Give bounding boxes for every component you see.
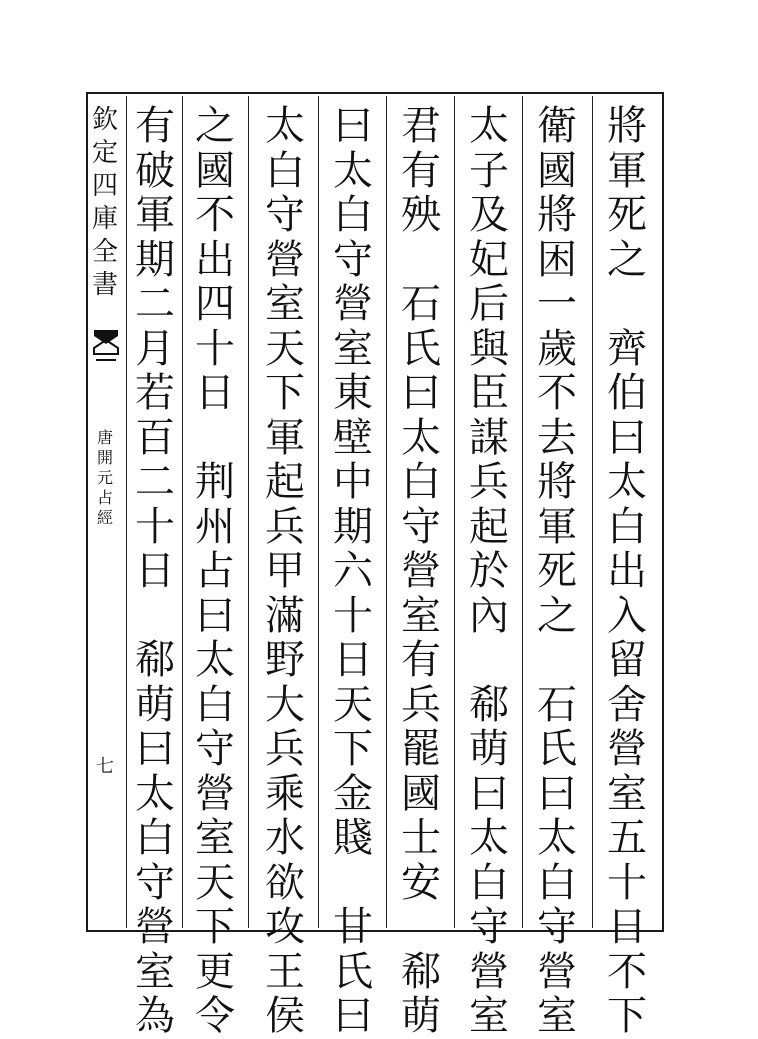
text-char: 不	[195, 192, 235, 238]
text-char: 十	[135, 503, 175, 550]
text-char: 為	[135, 993, 175, 1039]
text-column-1	[604, 104, 650, 1039]
text-char: 留	[607, 637, 647, 683]
text-char: 守	[469, 904, 509, 950]
text-char: 將	[537, 192, 577, 238]
text-char: 曰	[333, 103, 373, 149]
text-char: 期	[333, 503, 373, 550]
text-char: 出	[607, 548, 647, 594]
text-char: 室	[469, 993, 509, 1039]
text-char: 白	[195, 681, 235, 728]
text-char: 太	[537, 815, 577, 861]
text-char: 國	[195, 147, 235, 194]
text-char: 乘	[265, 770, 305, 817]
text-char: 天	[265, 325, 305, 372]
column-divider	[522, 96, 523, 928]
text-char: 四	[195, 281, 235, 327]
text-char: 守	[265, 192, 305, 238]
text-char: 白	[607, 503, 647, 550]
title-char: 書	[91, 270, 118, 300]
title-char: 四	[91, 171, 118, 201]
text-char: 出	[195, 236, 235, 283]
text-column-2	[534, 104, 580, 1039]
subtitle-char: 唐	[96, 428, 113, 447]
text-char: 困	[537, 236, 577, 283]
text-char: 室	[265, 281, 305, 327]
text-char: 侯	[265, 993, 305, 1039]
title-char: 欽	[91, 105, 118, 135]
text-char: 有	[401, 637, 441, 683]
text-char: 與	[469, 325, 509, 372]
text-char: 十	[607, 859, 647, 906]
text-char: 軍	[607, 147, 647, 194]
text-char: 二	[135, 281, 175, 327]
text-char: 不	[537, 370, 577, 416]
text-char: 破	[135, 147, 175, 194]
text-char: 室	[401, 592, 441, 639]
text-char	[534, 638, 580, 683]
text-char: 十	[195, 325, 235, 372]
text-char: 月	[135, 325, 175, 372]
text-char: 將	[537, 459, 577, 505]
text-char: 曰	[135, 726, 175, 772]
text-char: 萌	[469, 726, 509, 772]
text-char: 萌	[135, 681, 175, 728]
text-char: 曰	[537, 770, 577, 817]
text-char	[132, 594, 178, 639]
column-divider	[126, 96, 127, 928]
text-char: 國	[401, 770, 441, 817]
title-char: 定	[91, 138, 118, 168]
text-char: 野	[265, 637, 305, 683]
text-char: 白	[469, 859, 509, 906]
text-char: 郗	[401, 948, 441, 995]
text-char: 謀	[469, 414, 509, 461]
text-char: 軍	[265, 414, 305, 461]
text-char: 太	[469, 815, 509, 861]
text-char: 白	[135, 815, 175, 861]
text-column-3	[466, 104, 512, 1039]
text-char: 石	[537, 681, 577, 728]
text-char: 營	[469, 948, 509, 995]
text-char: 太	[135, 770, 175, 817]
text-char: 天	[333, 681, 373, 728]
text-char: 君	[401, 103, 441, 149]
text-char: 攻	[265, 904, 305, 950]
text-char: 營	[135, 904, 175, 950]
text-char: 殃	[401, 192, 441, 238]
text-char: 氏	[537, 726, 577, 772]
text-char: 室	[537, 993, 577, 1039]
text-char: 營	[333, 281, 373, 327]
text-char: 太	[607, 459, 647, 505]
text-char: 中	[333, 459, 373, 505]
text-char: 曰	[607, 414, 647, 461]
text-char: 二	[135, 459, 175, 505]
text-char: 之	[195, 103, 235, 149]
text-char: 臣	[469, 370, 509, 416]
text-char: 氏	[333, 948, 373, 995]
text-char: 占	[195, 548, 235, 594]
text-char: 日	[333, 637, 373, 683]
text-char: 死	[607, 192, 647, 238]
subtitle-char: 占	[96, 488, 113, 507]
text-char: 若	[135, 370, 175, 416]
subtitle-char: 經	[96, 508, 113, 527]
fish-tail-mark-icon	[92, 326, 120, 366]
text-char	[192, 416, 238, 461]
text-char: 水	[265, 815, 305, 861]
text-char: 曰	[333, 993, 373, 1039]
text-char: 甘	[333, 904, 373, 950]
text-char: 王	[265, 948, 305, 995]
text-column-7	[192, 104, 238, 1039]
text-char	[330, 861, 376, 906]
text-char: 后	[469, 281, 509, 327]
text-char: 一	[537, 281, 577, 327]
text-char: 國	[537, 147, 577, 194]
column-divider	[318, 96, 319, 928]
text-char: 有	[135, 103, 175, 149]
text-char: 軍	[135, 192, 175, 238]
text-char: 曰	[195, 592, 235, 639]
text-char: 更	[195, 948, 235, 995]
text-char: 守	[401, 503, 441, 550]
text-column-5	[330, 104, 376, 1039]
text-char: 期	[135, 236, 175, 283]
text-char: 舍	[607, 681, 647, 728]
text-char: 日	[607, 904, 647, 950]
text-char: 東	[333, 370, 373, 416]
text-char: 州	[195, 503, 235, 550]
text-char: 白	[401, 459, 441, 505]
column-divider	[182, 96, 183, 928]
text-char: 曰	[469, 770, 509, 817]
text-char: 大	[265, 681, 305, 728]
text-char: 妃	[469, 236, 509, 283]
text-char: 兵	[265, 726, 305, 772]
text-char: 下	[265, 370, 305, 416]
text-char: 氏	[401, 325, 441, 372]
text-char: 太	[195, 637, 235, 683]
text-char: 室	[333, 325, 373, 372]
text-char: 子	[469, 147, 509, 194]
text-char: 內	[469, 592, 509, 639]
text-char: 軍	[537, 503, 577, 550]
text-char: 百	[135, 414, 175, 461]
text-char: 日	[195, 370, 235, 416]
text-char: 太	[401, 414, 441, 461]
text-char: 甲	[265, 548, 305, 594]
text-char: 下	[607, 993, 647, 1039]
text-char: 兵	[469, 459, 509, 505]
text-char: 日	[135, 548, 175, 594]
text-char: 去	[537, 414, 577, 461]
text-char: 守	[537, 904, 577, 950]
subtitle-char: 元	[96, 468, 113, 487]
text-char: 齊	[607, 325, 647, 372]
text-char: 五	[607, 815, 647, 861]
text-char: 營	[265, 236, 305, 283]
text-char: 太	[265, 103, 305, 149]
text-char: 六	[333, 548, 373, 594]
text-char: 下	[195, 904, 235, 950]
text-char: 將	[607, 103, 647, 149]
text-char: 賤	[333, 815, 373, 861]
title-char: 庫	[91, 204, 118, 234]
text-char: 守	[333, 236, 373, 283]
text-char: 有	[401, 147, 441, 194]
text-char: 郗	[135, 637, 175, 683]
text-char: 石	[401, 281, 441, 327]
text-char: 兵	[401, 681, 441, 728]
text-char: 白	[537, 859, 577, 906]
text-char: 兵	[265, 503, 305, 550]
text-char: 起	[265, 459, 305, 505]
text-char: 下	[333, 726, 373, 772]
text-char: 令	[195, 993, 235, 1039]
text-char	[604, 282, 650, 327]
text-char	[398, 238, 444, 283]
column-divider	[248, 96, 249, 928]
text-char	[466, 638, 512, 683]
text-char: 白	[333, 192, 373, 238]
text-char: 太	[469, 103, 509, 149]
text-char: 營	[607, 726, 647, 772]
text-char: 入	[607, 592, 647, 639]
text-char: 白	[265, 147, 305, 194]
text-char: 營	[537, 948, 577, 995]
text-char: 太	[333, 147, 373, 194]
text-char: 荆	[195, 459, 235, 505]
text-char: 及	[469, 192, 509, 238]
text-char: 金	[333, 770, 373, 817]
text-char: 壁	[333, 414, 373, 461]
text-char: 之	[537, 592, 577, 639]
text-char: 營	[401, 548, 441, 594]
text-char: 罷	[401, 726, 441, 772]
text-column-8	[132, 104, 178, 1039]
text-char: 守	[195, 726, 235, 772]
text-char: 郗	[469, 681, 509, 728]
text-char	[398, 905, 444, 950]
text-char: 室	[195, 815, 235, 861]
text-char: 室	[607, 770, 647, 817]
text-column-6	[262, 104, 308, 1039]
column-divider	[592, 96, 593, 928]
subtitle-char: 開	[96, 448, 113, 467]
text-char: 滿	[265, 592, 305, 639]
text-char: 欲	[265, 859, 305, 906]
title-char: 全	[91, 237, 118, 267]
text-char: 之	[607, 236, 647, 283]
text-char: 安	[401, 859, 441, 906]
text-char: 起	[469, 503, 509, 550]
text-char: 士	[401, 815, 441, 861]
text-char: 萌	[401, 993, 441, 1039]
text-char: 營	[195, 770, 235, 817]
chapter-title	[92, 428, 118, 528]
text-column-4	[398, 104, 444, 1039]
text-char: 死	[537, 548, 577, 594]
text-char: 天	[195, 859, 235, 906]
text-char: 十	[333, 592, 373, 639]
text-char: 衛	[537, 103, 577, 149]
text-char: 曰	[401, 370, 441, 416]
text-char: 於	[469, 548, 509, 594]
text-char: 不	[607, 948, 647, 995]
text-char: 歲	[537, 325, 577, 372]
column-divider	[454, 96, 455, 928]
text-char: 室	[135, 948, 175, 995]
text-char: 伯	[607, 370, 647, 416]
page-number: 七	[96, 756, 114, 777]
book-title	[90, 104, 120, 302]
text-char: 守	[135, 859, 175, 906]
column-divider	[386, 96, 387, 928]
